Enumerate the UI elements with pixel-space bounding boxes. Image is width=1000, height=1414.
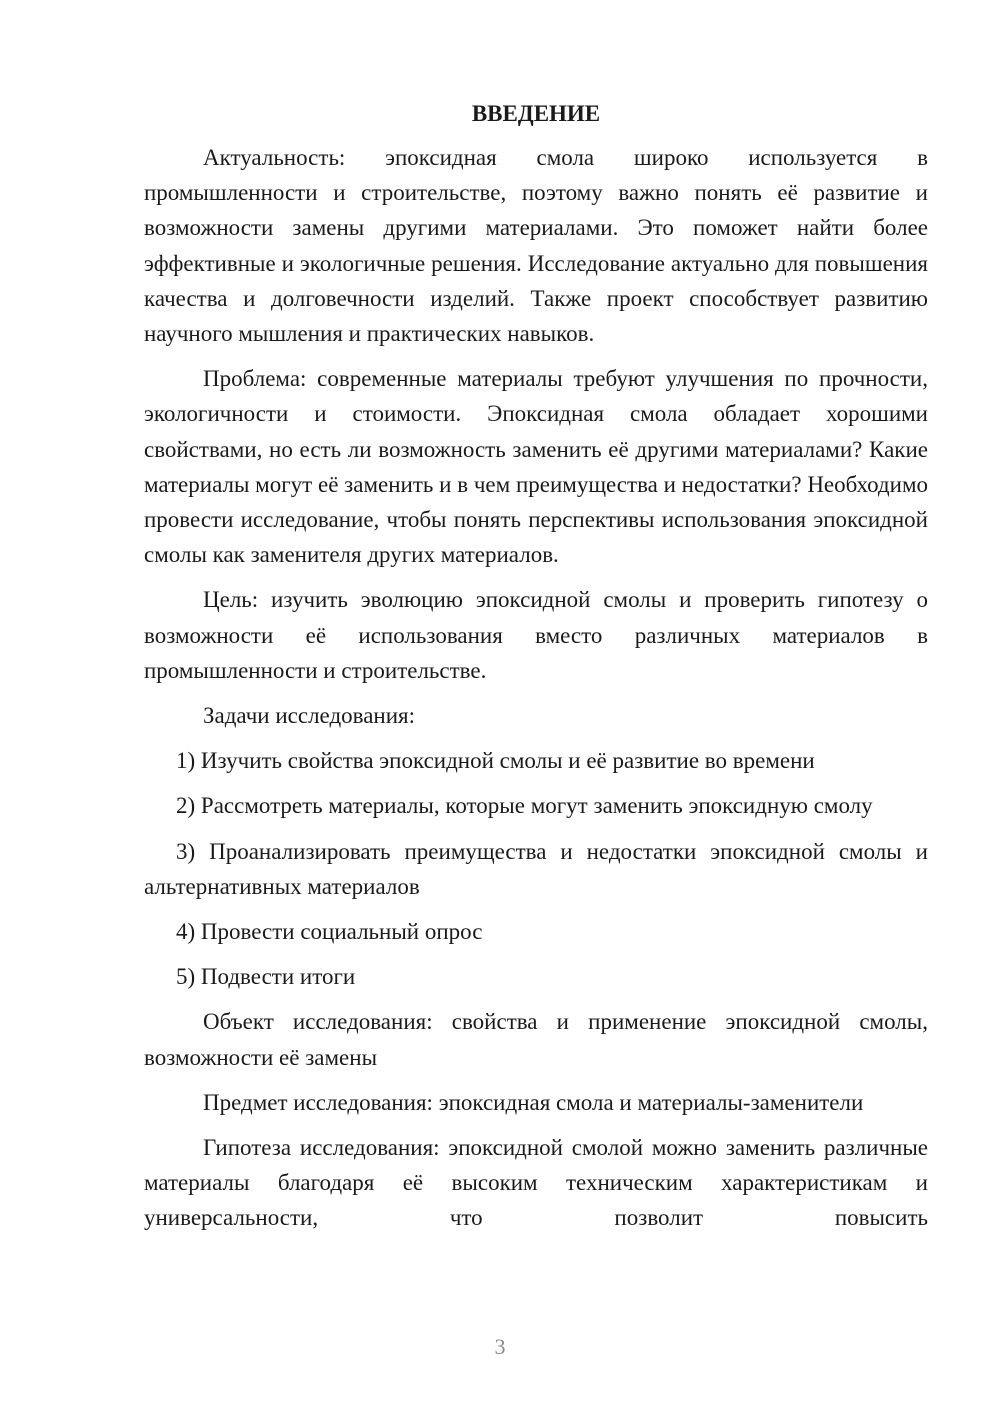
paragraph-hypothesis: Гипотеза исследования: эпоксидной смолой можно заменить различные материалы благодаря её высоким техническим характеристикам и универсальности, что позволит повысить <box>144 1135 928 1231</box>
page-number: 3 <box>494 1334 506 1359</box>
paragraph-problem: Проблема: современные материалы требуют улучшения по прочности, экологичности и стоимости. Эпоксидная смола обладает хорошими свойствами, но есть ли возможность заменить её другими материалами? Какие материалы могут её заменить и в чем преимущества и недостатки? Необходимо провести исследование, чтобы понять перспективы использования эпоксидной смолы как заменителя других материалов. <box>144 366 928 568</box>
paragraph-object: Объект исследования: свойства и применение эпоксидной смолы, возможности её замены <box>144 1009 928 1070</box>
paragraph-tasks-heading: Задачи исследования: <box>203 703 416 729</box>
task-item-2: 2) Рассмотреть материалы, которые могут заменить эпоксидную смолу <box>176 793 873 819</box>
task-item-3: 3) Проанализировать преимущества и недостатки эпоксидной смолы и альтернативных материалов <box>144 838 928 899</box>
paragraph-relevance: Актуальность: эпоксидная смола широко используется в промышленности и строительстве, поэтому важно понять её развитие и возможности замены другими материалами. Это поможет найти более эффективные и экологичные решения. Исследование актуально для повышения качества и долговечности изделий. Также проект способствует развитию научного мышления и практических навыков. <box>144 145 928 347</box>
page-body <box>144 96 928 1236</box>
task-item-5: 5) Подвести итоги <box>176 964 356 990</box>
paragraph-goal: Цель: изучить эволюцию эпоксидной смолы и проверить гипотезу о возможности её использования вместо различных материалов в промышленности и строительстве. <box>144 587 928 683</box>
task-item-4: 4) Провести социальный опрос <box>176 919 483 945</box>
paragraph-subject: Предмет исследования: эпоксидная смола и материалы-заменители <box>203 1089 864 1115</box>
section-title: ВВЕДЕНИЕ <box>471 101 601 126</box>
task-item-1: 1) Изучить свойства эпоксидной смолы и её развитие во времени <box>176 748 815 774</box>
